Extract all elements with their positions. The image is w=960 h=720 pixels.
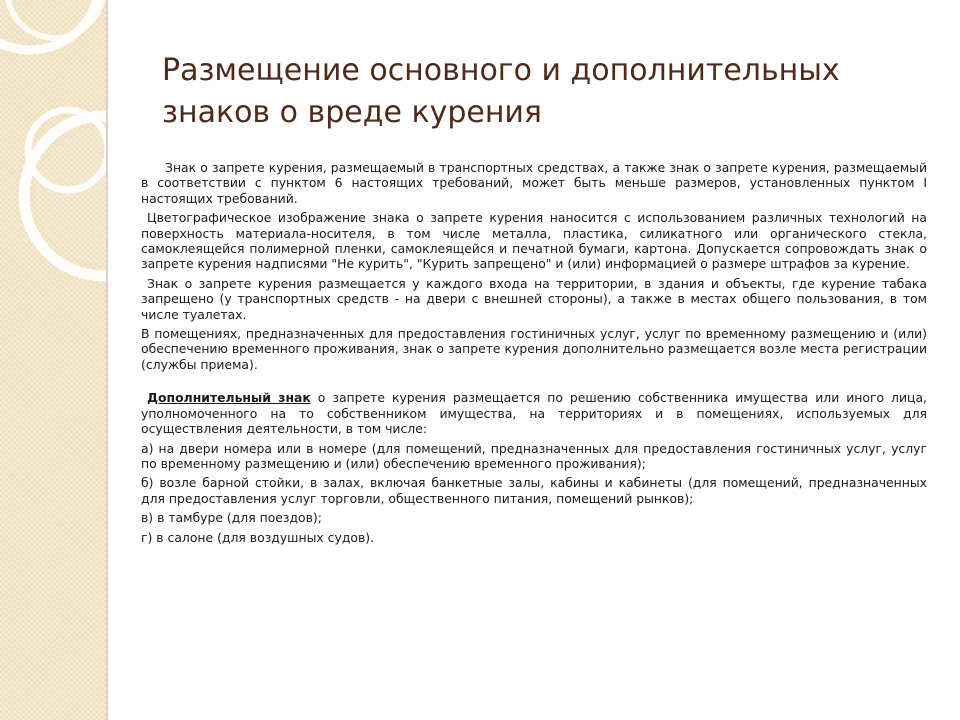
additional-sign-description: о запрете курения размещается по решению собственника имущества или иного лица, уполномоченного на то собственником имущества, на территориях и в помещениях, используемых для осуществления деятельности, в том числе: [141,390,927,437]
side-panel-divider [106,0,108,720]
paragraph-sign-entrances: Знак о запрете курения размещается у каждого входа на территории, в здания и объекты, где курение табака запрещено (у транспортных средств - на двери с внешней стороны), а также в местах общего пользования, в том числе туалетах. [141,275,927,322]
list-item-v: в) в тамбуре (для поездов); [141,510,322,526]
paragraph-sign-printing: Цветографическое изображение знака о запрете курения наносится с использованием различных технологий на поверхность материала-носителя, в том числе металла, пластика, силикатного или органического стекла, самоклеящейся полимерной пленки, самоклеящейся и печатной бумаги, картона. Допускается сопровождать знак о запрете курения надписями "Не курить", "Курить запрещено" и (или) информацией о размере штрафов за курение. [141,210,927,272]
paragraph-sign-hotels: В помещениях, предназначенных для предоставления гостиничных услуг, услуг по временному размещению и (или) обеспечению временного проживания, знак о запрете курения дополнительно размещается возле места регистрации (службы приема). [141,326,927,372]
list-item-b: б) возле барной стойки, в залах, включая банкетные залы, кабины и кабинеты (для помещений, предназначенных для предоставления услуг торговли, общественного питания, помещений рынков); [141,475,927,506]
slide-title-line-2: знаков о вреде курения [162,95,542,130]
slide-title [162,50,922,134]
slide-title-line-1: Размещение основного и дополнительных [162,53,840,88]
decorative-rings-icon [0,0,108,720]
slide-body [141,160,927,549]
paragraph-additional-sign [141,390,927,436]
ring-inner-shade [36,128,108,264]
additional-sign-term: Дополнительный знак [147,390,311,406]
list-item-a: а) на двери номера или в номере (для помещений, предназначенных для предоставления гостиничных услуг, услуг по временному размещению и (или) обеспечению временного проживания); [141,440,927,471]
list-item-g: г) в салоне (для воздушных судов). [141,529,375,545]
paragraph-small-sign-size: Знак о запрете курения, размещаемый в транспортных средствах, а также знак о запрете курения, размещаемый в соответствии с пунктом 6 настоящих требований, может быть меньше размеров, установленных пунктом I настоящих требований. [141,160,927,206]
